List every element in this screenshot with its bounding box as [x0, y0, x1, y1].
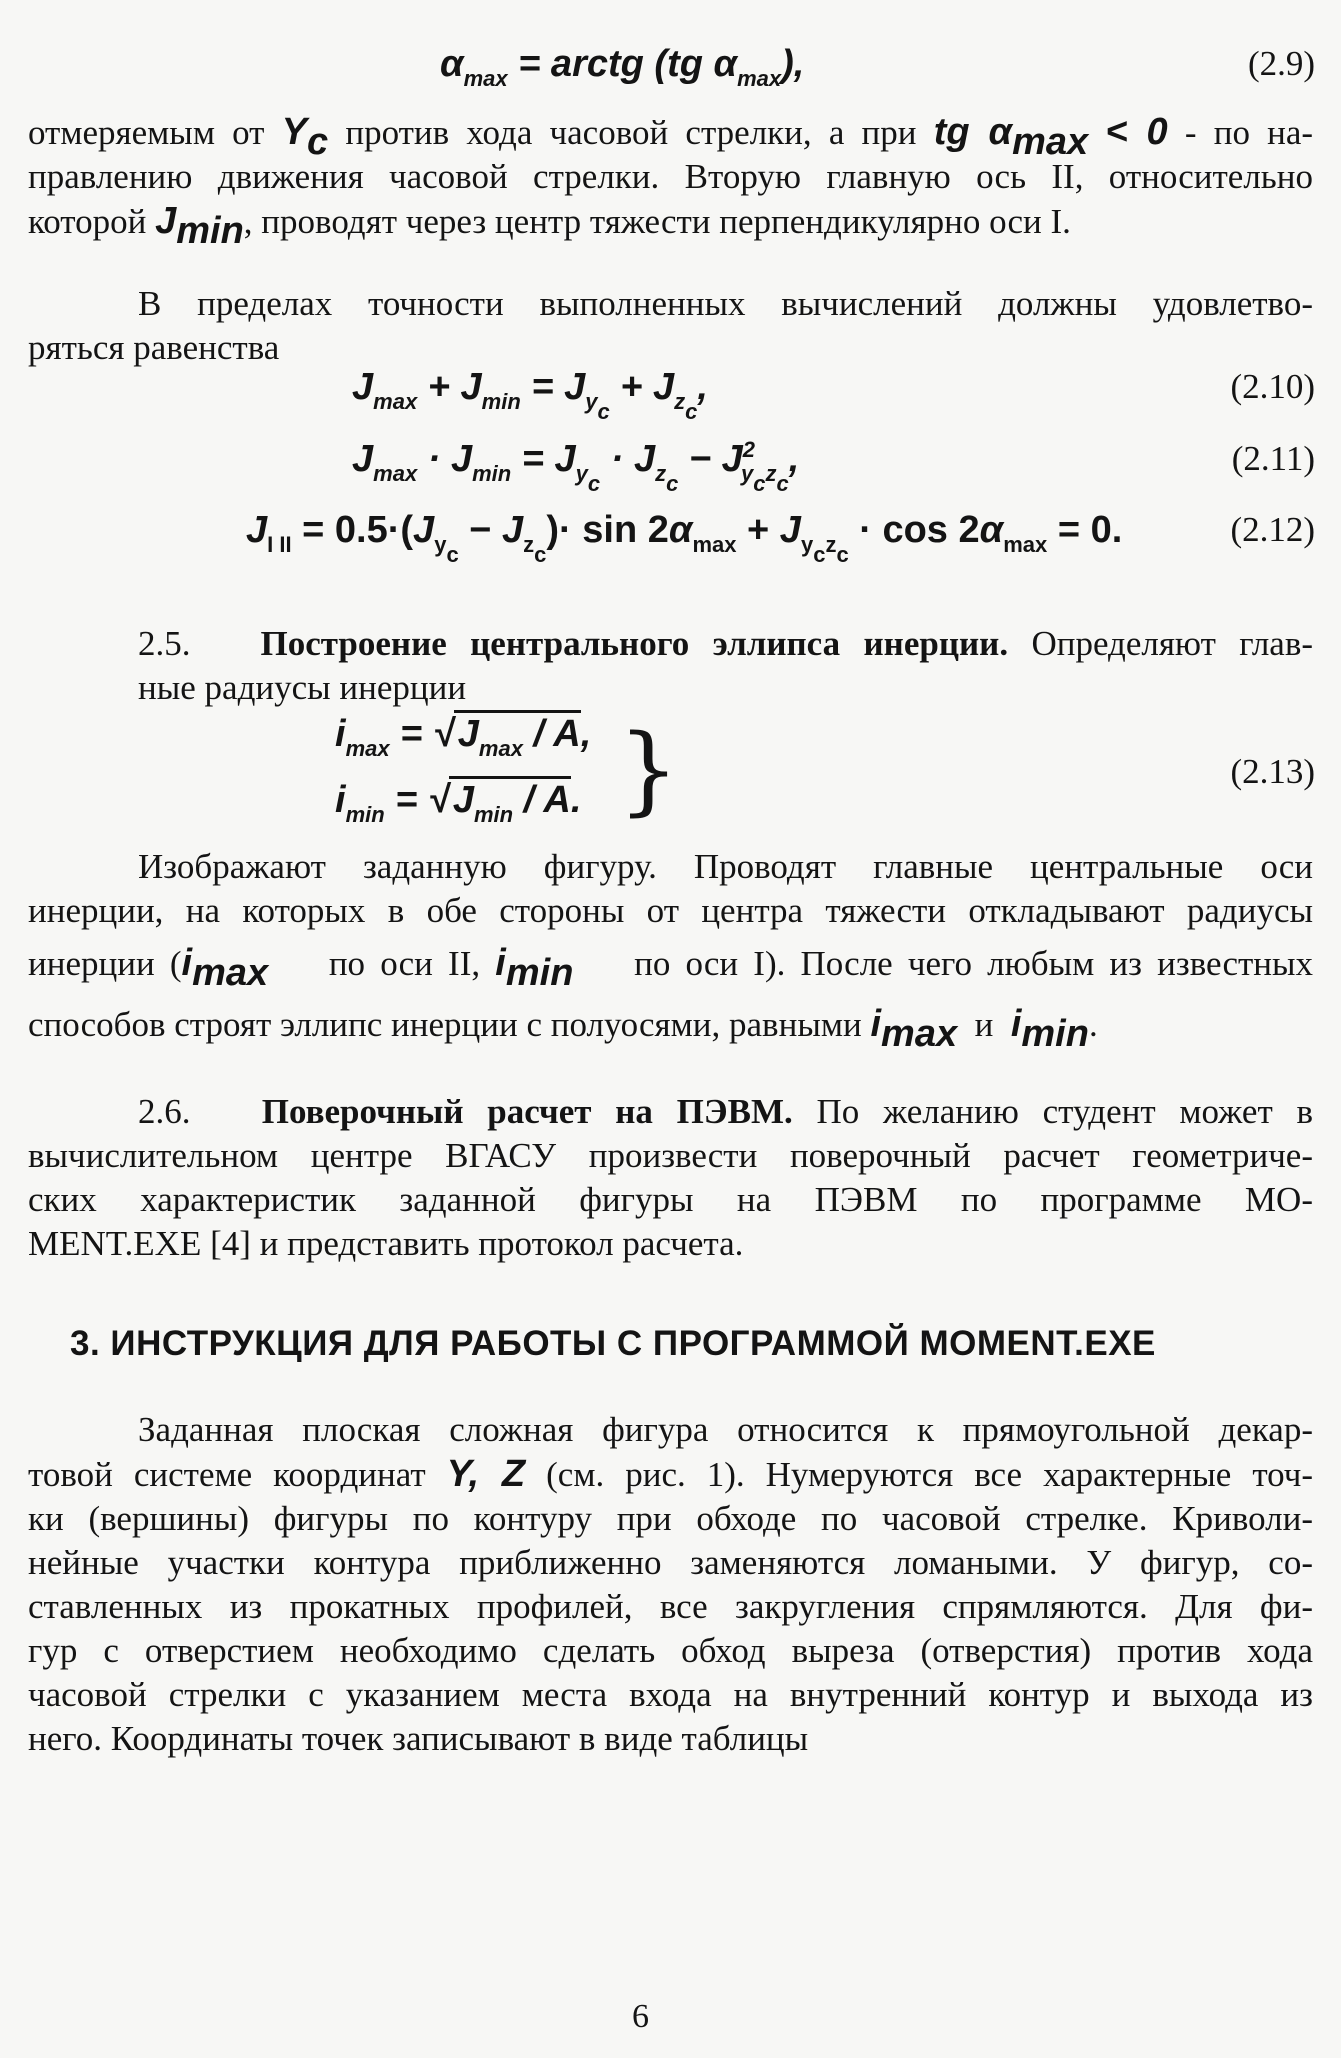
- text-line: отмеряемым от $Y_c$ против хода часовой стрелки, а при tg $\alpha_{max} < 0$ - по на-: [28, 111, 1314, 163]
- text-line: ные радиусы инерции: [138, 668, 467, 707]
- equation-number: (2.13): [1230, 752, 1315, 791]
- text-line: Изображают заданную фигуру. Проводят главные центральные оси: [138, 847, 1313, 886]
- brace: }: [618, 714, 680, 826]
- text-line: способов строят эллипс инерции с полуосями, равными $i_{max}$ и $i_{min}$.: [28, 1003, 1098, 1055]
- equation-2-10: [0, 365, 1341, 424]
- section-number: 2.6.: [138, 1092, 191, 1131]
- equation-number: (2.10): [1230, 367, 1315, 406]
- equation-2-11-formula: $J_{max} \cdot J_{min} = J_{y_c} \cdot J_{z_c} - J^2_{y_cz_c}$,: [352, 437, 800, 496]
- paragraph-equalities: [28, 282, 1313, 370]
- text-line: вычислительном центре ВГАСУ произвести поверочный расчет геометриче-: [28, 1136, 1313, 1175]
- text-line: 2.6. Поверочный расчет на ПЭВМ. По желанию студент может в: [138, 1092, 1314, 1131]
- section-title: Поверочный расчет на ПЭВМ.: [261, 1092, 793, 1131]
- equation-2-12-formula: $J_{I II} = 0.5\cdot(J_{y_c} - J_{z_c})\cdot \sin 2\alpha_{max} + J_{y_cz_c} \cdot \cos 2\alpha_{max} = 0$.: [246, 509, 1123, 567]
- section-number: 2.5.: [138, 624, 191, 663]
- equation-2-13-line-max: $i_{max}$ = √ $J_{max}$ / A,: [335, 712, 591, 756]
- paragraph-principal-axes: [28, 110, 1314, 252]
- section-title: Построение центрального эллипса инерции.: [260, 624, 1009, 663]
- equation-number: (2.9): [1247, 44, 1315, 83]
- text-line: гур с отверстием необходимо сделать обход выреза (отверстия) против хода: [28, 1631, 1313, 1670]
- text-line: него. Координаты точек записывают в виде таблицы: [28, 1719, 809, 1758]
- text-line: товой системе координат Y, Z (см. рис. 1). Нумеруются все характерные точ-: [28, 1453, 1314, 1495]
- text-line: 2.5. Построение центрального эллипса инерции. Определяют глав-: [138, 624, 1314, 663]
- text-line: MENT.EXE [4] и представить протокол расчета.: [28, 1224, 744, 1263]
- paragraph-moment-instructions: [28, 1408, 1313, 1761]
- text-line: инерции ($i_{max}$ по оси II, $i_{min}$ по оси I). После чего любым из известных: [28, 942, 1314, 994]
- equation-2-9-formula: $\alpha_{max}$ = arctg (tg $\alpha_{max}$),: [440, 43, 805, 91]
- text-line: ставленных из прокатных профилей, все закругления спрямляются. Для фи-: [28, 1587, 1313, 1626]
- text-line: правлению движения часовой стрелки. Вторую главную ось II, относительно: [28, 157, 1313, 196]
- text-line: инерции, на которых в обе стороны от центра тяжести откладывают радиусы: [28, 891, 1313, 930]
- text-line: В пределах точности выполненных вычислений должны удовлетво-: [138, 284, 1313, 323]
- text-line: нейные участки контура приближенно заменяются ломаными. У фигур, со-: [28, 1543, 1313, 1582]
- chapter-heading: 3. ИНСТРУКЦИЯ ДЛЯ РАБОТЫ С ПРОГРАММОЙ MOMENT.EXE: [70, 1324, 1156, 1363]
- equation-number: (2.11): [1231, 439, 1315, 478]
- equation-number: (2.12): [1230, 510, 1315, 549]
- text-line: которой $J_{min}$, проводят через центр тяжести перпендикулярно оси I.: [28, 200, 1071, 252]
- equation-2-11: [0, 437, 1341, 496]
- equation-2-12: [0, 508, 1341, 567]
- section-2-6: [28, 1090, 1313, 1266]
- equation-2-9: [0, 42, 1341, 98]
- text-line: ряться равенства: [28, 328, 280, 367]
- text-line: Заданная плоская сложная фигура относится к прямоугольной декар-: [138, 1410, 1313, 1449]
- equation-2-13-line-min: $i_{min}$ = √ $J_{min}$ / A.: [335, 778, 581, 822]
- text-line: часовой стрелки с указанием места входа на внутренний контур и выхода из: [28, 1675, 1313, 1714]
- text-line: ки (вершины) фигуры по контуру при обходе по часовой стрелке. Криволи-: [28, 1499, 1313, 1538]
- equation-2-13: [0, 712, 1341, 842]
- page-number: 6: [632, 1998, 649, 2035]
- paragraph-ellipse-construction: [28, 845, 1314, 1055]
- section-2-5: [28, 622, 1313, 710]
- text-line: ских характеристик заданной фигуры на ПЭВМ по программе МО-: [28, 1180, 1313, 1219]
- equation-2-10-formula: $J_{max} + J_{min} = J_{y_c} + J_{z_c}$,: [352, 366, 708, 424]
